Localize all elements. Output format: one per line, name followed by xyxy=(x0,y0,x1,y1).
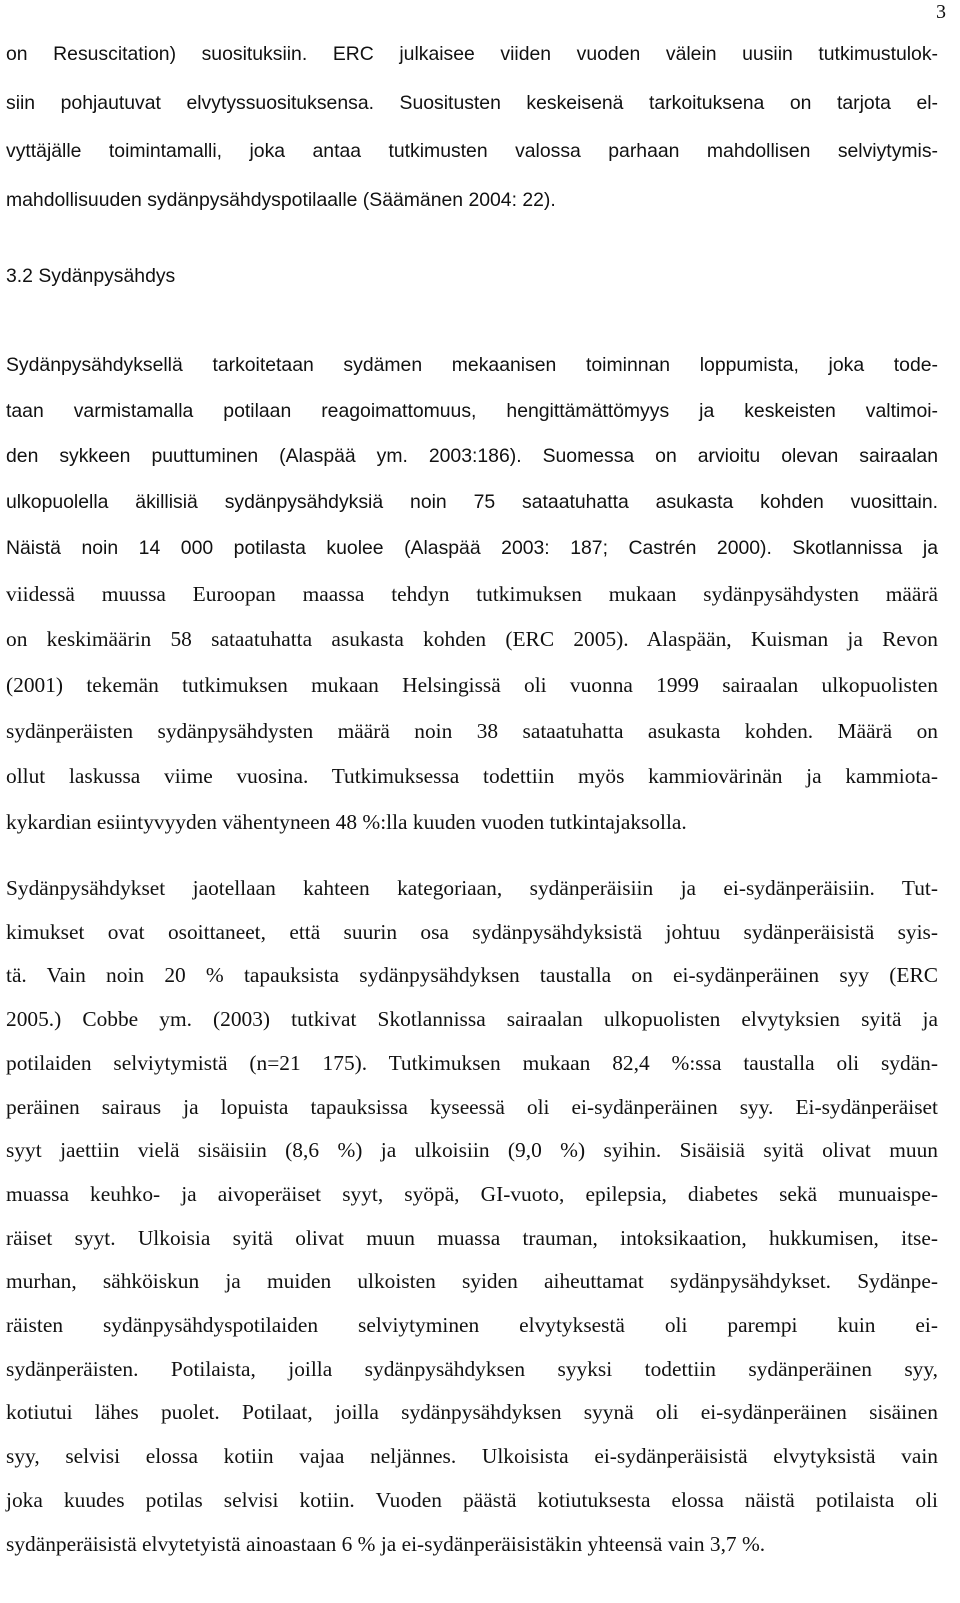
text-line: potilaiden selviytymistä (n=21 175). Tutkimuksen mukaan 82,4 %:ssa taustalla oli sydän- xyxy=(6,1050,938,1075)
text-line: Sydänpysähdyksellä tarkoitetaan sydämen mekaanisen toiminnan loppumista, joka tode- xyxy=(6,354,938,376)
text-line: kykardian esiintyvyyden vähentyneen 48 %:lla kuuden vuoden tutkintajaksolla. xyxy=(6,810,687,834)
text-line: muassa keuhko- ja aivoperäiset syyt, syöpä, GI-vuoto, epilepsia, diabetes sekä munuaispe- xyxy=(6,1181,938,1206)
text-line: vyttäjälle toimintamalli, joka antaa tutkimusten valossa parhaan mahdollisen selviytymis- xyxy=(6,140,938,163)
text-line: räiset syyt. Ulkoisia syitä olivat muun muassa trauman, intoksikaation, hukkumisen, itse- xyxy=(6,1225,938,1250)
text-line: räisten sydänpysähdyspotilaiden selviytyminen elvytyksestä oli parempi kuin ei- xyxy=(6,1313,938,1337)
text-line: den sykkeen puuttuminen (Alaspää ym. 2003:186). Suomessa on arvioitu olevan sairaalan xyxy=(6,445,938,468)
section-heading: 3.2 Sydänpysähdys xyxy=(6,265,176,287)
text-line: ollut laskussa viime vuosina. Tutkimuksessa todettiin myös kammiovärinän ja kammiota- xyxy=(6,764,938,789)
text-line: peräinen sairaus ja lopuista tapauksissa kyseessä oli ei-sydänperäinen syy. Ei-sydänperäiset xyxy=(6,1094,938,1119)
text-line: murhan, sähköiskun ja muiden ulkoisten syiden aiheuttamat sydänpysähdykset. Sydänpe- xyxy=(6,1269,938,1294)
text-line: mahdollisuuden sydänpysähdyspotilaalle (Säämänen 2004: 22). xyxy=(6,188,556,211)
text-line: viidessä muussa Euroopan maassa tehdyn tutkimuksen mukaan sydänpysähdysten määrä xyxy=(6,581,938,606)
text-line: ulkopuolella äkillisiä sydänpysähdyksiä noin 75 sataatuhatta asukasta kohden vuosittain. xyxy=(6,491,938,514)
text-line: on Resuscitation) suosituksiin. ERC julkaisee viiden vuoden välein uusiin tutkimustulok- xyxy=(6,43,938,65)
page-number: 3 xyxy=(936,1,946,23)
text-line: 2005.) Cobbe ym. (2003) tutkivat Skotlannissa sairaalan ulkopuolisten elvytyksien syitä ja xyxy=(6,1007,938,1032)
text-line: tä. Vain noin 20 % tapauksista sydänpysähdyksen taustalla on ei-sydänperäinen syy (ERC xyxy=(6,963,938,988)
text-line: sydänperäisten sydänpysähdysten määrä noin 38 sataatuhatta asukasta kohden. Määrä on xyxy=(6,718,938,743)
text-line: Sydänpysähdykset jaotellaan kahteen kategoriaan, sydänperäisiin ja ei-sydänperäisiin. Tut- xyxy=(6,876,938,900)
text-line: (2001) tekemän tutkimuksen mukaan Helsingissä oli vuonna 1999 sairaalan ulkopuolisten xyxy=(6,672,938,697)
text-line: taan varmistamalla potilaan reagoimattomuus, hengittämättömyys ja keskeisten valtimoi- xyxy=(6,399,938,422)
text-line: Näistä noin 14 000 potilasta kuolee (Alaspää 2003: 187; Castrén 2000). Skotlannissa ja xyxy=(6,536,938,559)
text-line: kimukset ovat osoittaneet, että suurin osa sydänpysähdyksistä johtuu sydänperäisistä syis- xyxy=(6,919,938,944)
text-line: syyt jaettiin vielä sisäisiin (8,6 %) ja ulkoisiin (9,0 %) syihin. Sisäisiä syitä olivat muun xyxy=(6,1138,938,1163)
text-line: sydänperäisten. Potilaista, joilla sydänpysähdyksen syyksi todettiin sydänperäinen syy, xyxy=(6,1356,938,1381)
text-line: sydänperäisistä elvytetyistä ainoastaan 6 % ja ei-sydänperäisistäkin yhteensä vain 3,7 %. xyxy=(6,1531,766,1556)
text-line: siin pohjautuvat elvytyssuosituksensa. Suositusten keskeisenä tarkoituksena on tarjota el- xyxy=(6,91,938,114)
text-line: kotiutui lähes puolet. Potilaat, joilla sydänpysähdyksen syynä oli ei-sydänperäinen sisäinen xyxy=(6,1400,938,1425)
text-line: syy, selvisi elossa kotiin vajaa neljännes. Ulkoisista ei-sydänperäisistä elvytyksistä vain xyxy=(6,1444,938,1469)
text-line: joka kuudes potilas selvisi kotiin. Vuoden päästä kotiutuksesta elossa näistä potilaista oli xyxy=(6,1487,938,1512)
text-line: on keskimäärin 58 sataatuhatta asukasta kohden (ERC 2005). Alaspään, Kuisman ja Revon xyxy=(6,627,938,652)
